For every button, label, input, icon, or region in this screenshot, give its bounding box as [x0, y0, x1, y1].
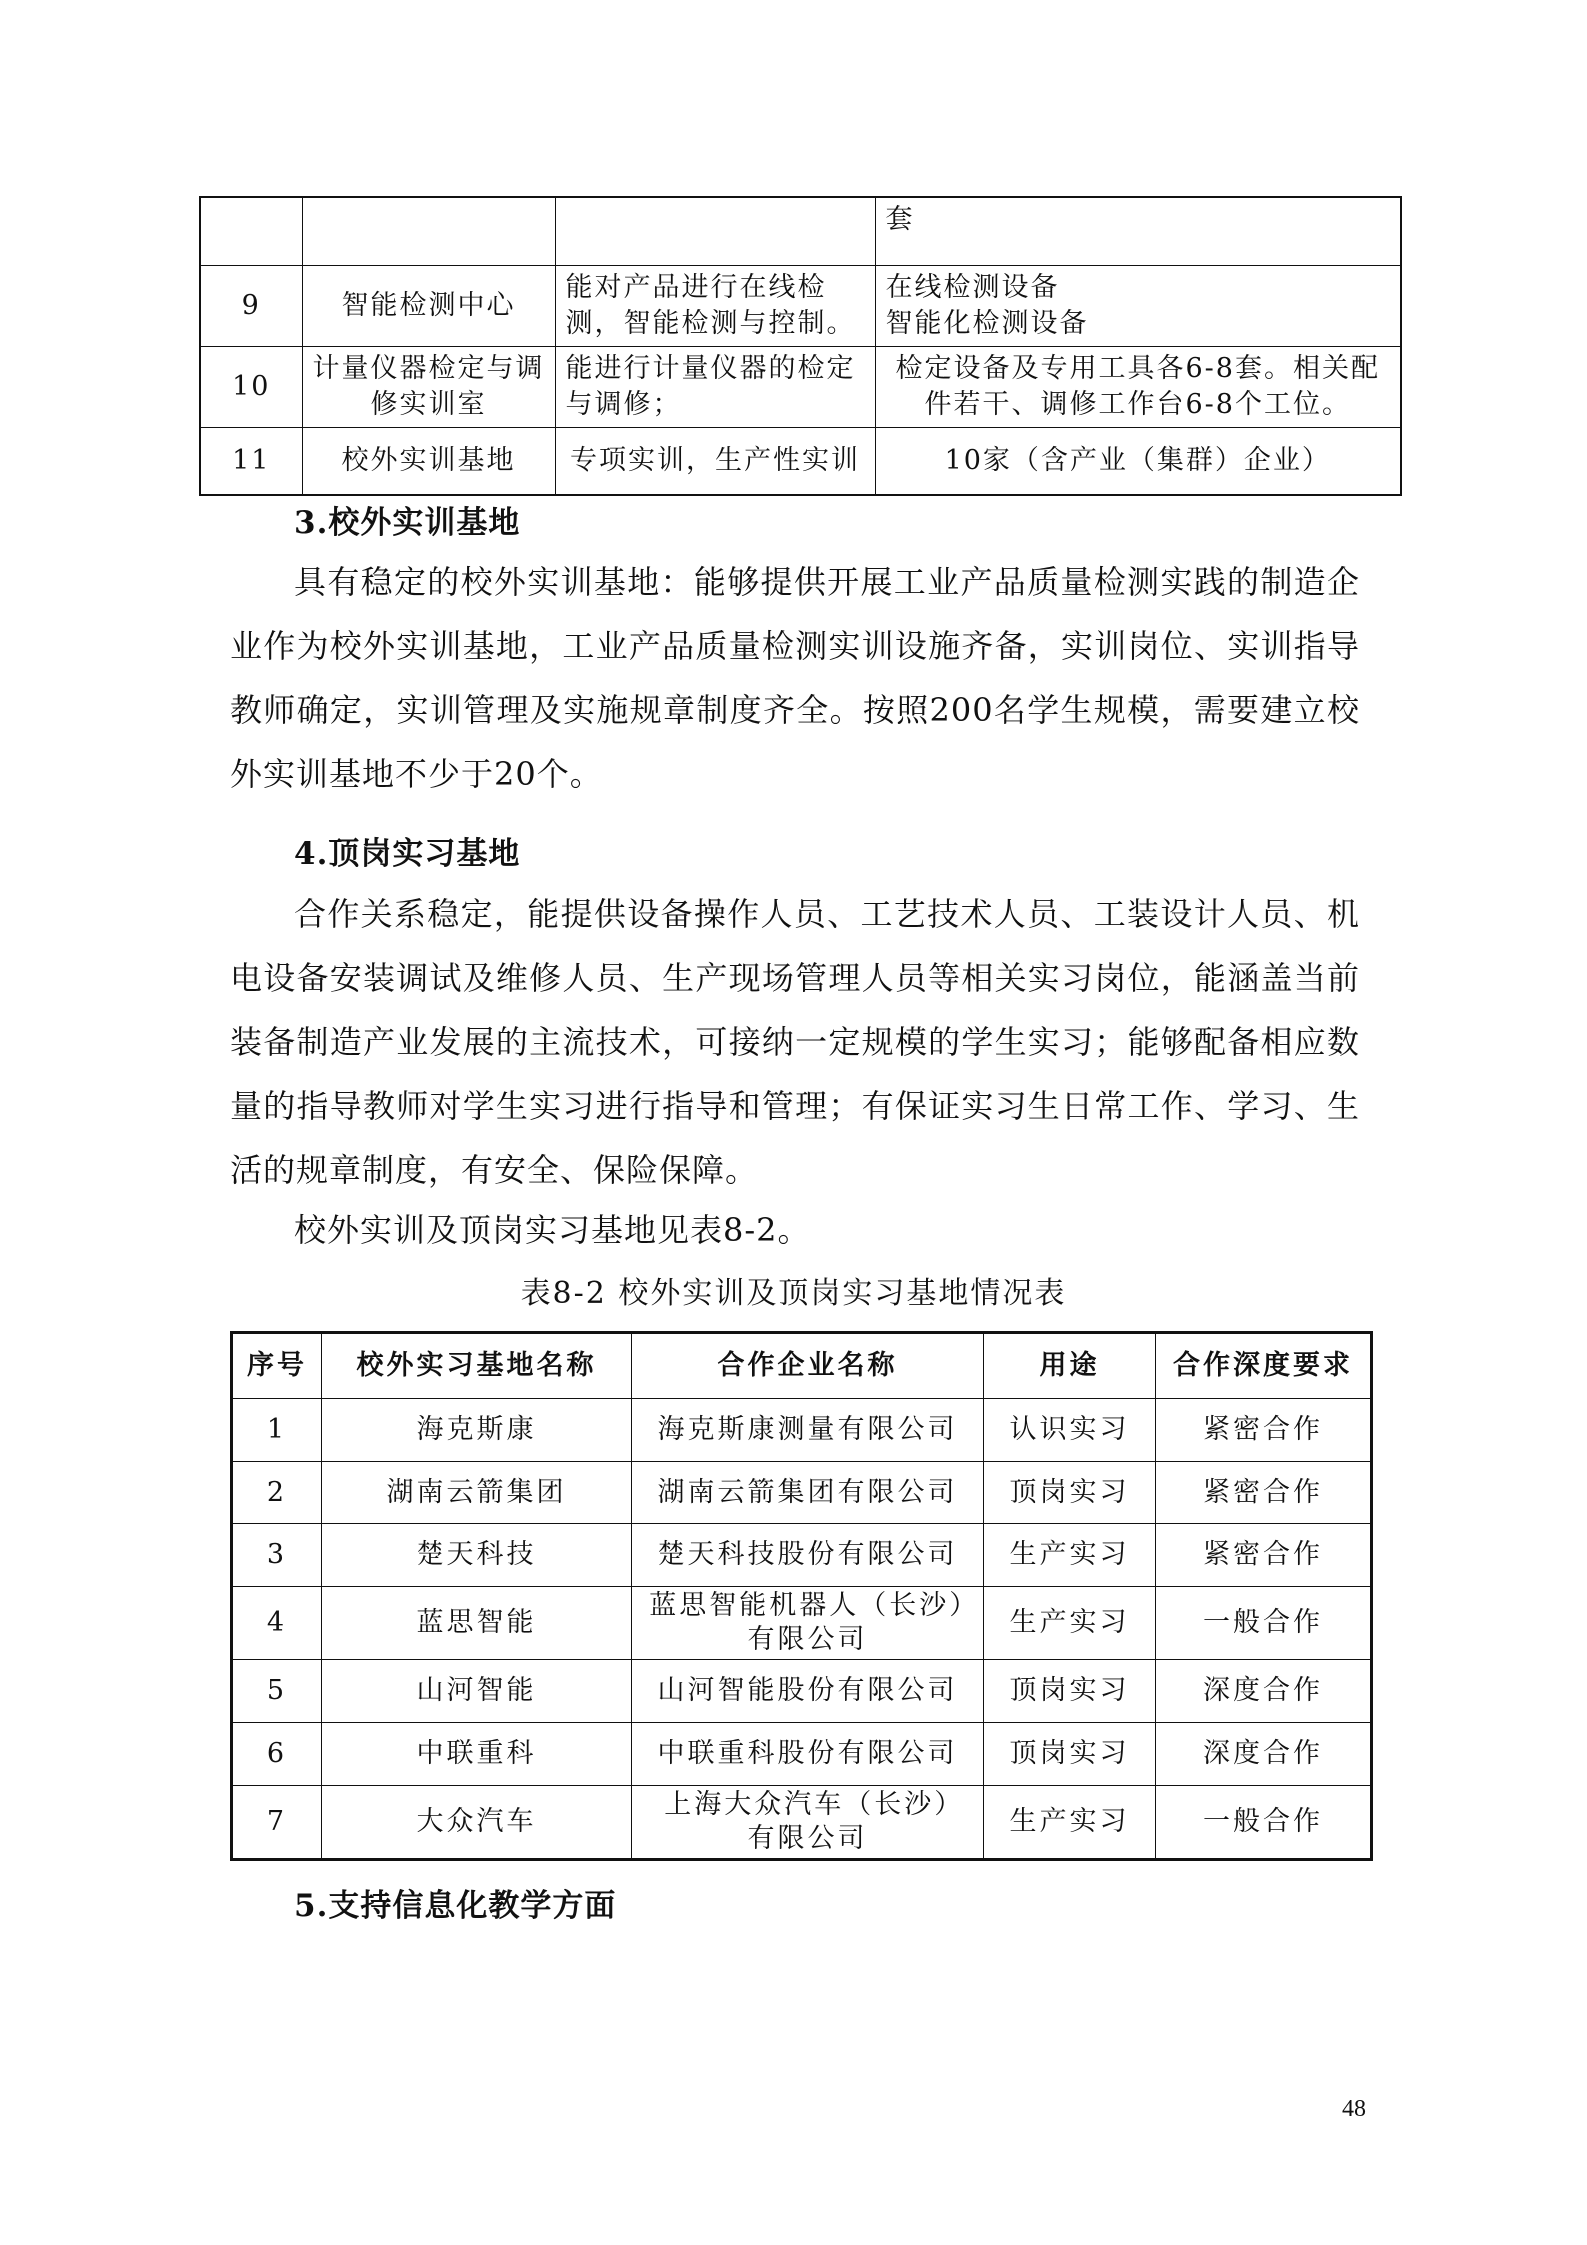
row-number: 10 — [200, 346, 302, 427]
cell-company: 海克斯康测量有限公司 — [632, 1399, 984, 1462]
section-heading: 5.支持信息化教学方面 — [294, 1888, 617, 1924]
table-row — [232, 1587, 1372, 1660]
room-name: 智能检测中心 — [302, 265, 555, 346]
cell-no: 3 — [232, 1524, 322, 1587]
paragraph — [230, 550, 1360, 806]
cell-base-name: 大众汽车 — [322, 1786, 632, 1860]
cell-company: 上海大众汽车（长沙）有限公司 — [632, 1786, 984, 1860]
paragraph-text: 合作关系稳定，能提供设备操作人员、工艺技术人员、工装设计人员、机电设备安装调试及维修人员、生产现场管理人员等相关实习岗位，能涵盖当前装备制造产业发展的主流技术，可接纳一定规模的学生实习；能够配备相应数量的指导教师对学生实习进行指导和管理；有保证实习生日常工作、学习、生活的规章制度，有安全、保险保障。 — [230, 895, 1360, 1189]
cell-no: 4 — [232, 1587, 322, 1660]
cell-base-name: 山河智能 — [322, 1660, 632, 1723]
room-name: 校外实训基地 — [302, 427, 555, 495]
room-function: 能对产品进行在线检测，智能检测与控制。 — [555, 265, 875, 346]
table-reference: 校外实训及顶岗实习基地见表8-2。 — [294, 1211, 811, 1249]
paragraph — [230, 882, 1360, 1202]
cell-usage: 顶岗实习 — [984, 1462, 1156, 1524]
cell-usage: 顶岗实习 — [984, 1723, 1156, 1786]
row-number: 9 — [200, 265, 302, 346]
cell-depth: 一般合作 — [1156, 1587, 1372, 1660]
cell-depth: 紧密合作 — [1156, 1524, 1372, 1587]
room-equipment: 套 — [875, 197, 1401, 265]
equipment-table — [199, 196, 1402, 496]
cell-company: 中联重科股份有限公司 — [632, 1723, 984, 1786]
cell-depth: 一般合作 — [1156, 1786, 1372, 1860]
section-heading: 3.校外实训基地 — [294, 505, 521, 541]
cell-company: 楚天科技股份有限公司 — [632, 1524, 984, 1587]
room-equipment — [875, 265, 1401, 346]
cell-no: 1 — [232, 1399, 322, 1462]
table-row — [232, 1660, 1372, 1723]
cell-base-name: 中联重科 — [322, 1723, 632, 1786]
room-name — [302, 197, 555, 265]
room-function — [555, 197, 875, 265]
table-caption: 表8-2 校外实训及顶岗实习基地情况表 — [520, 1276, 1067, 1311]
table-row — [232, 1462, 1372, 1524]
cell-company: 山河智能股份有限公司 — [632, 1660, 984, 1723]
cell-no: 6 — [232, 1723, 322, 1786]
paragraph-text: 具有稳定的校外实训基地：能够提供开展工业产品质量检测实践的制造企业作为校外实训基地，工业产品质量检测实训设施齐备，实训岗位、实训指导教师确定，实训管理及实施规章制度齐全。按照200名学生规模，需要建立校外实训基地不少于20个。 — [230, 563, 1360, 793]
cell-depth: 深度合作 — [1156, 1660, 1372, 1723]
cell-depth: 深度合作 — [1156, 1723, 1372, 1786]
table-row — [232, 1723, 1372, 1786]
cell-no: 7 — [232, 1786, 322, 1860]
cell-company: 湖南云箭集团有限公司 — [632, 1462, 984, 1524]
header-no: 序号 — [232, 1333, 322, 1399]
room-function: 能进行计量仪器的检定与调修； — [555, 346, 875, 427]
cell-base-name: 楚天科技 — [322, 1524, 632, 1587]
row-number — [200, 197, 302, 265]
table-row — [200, 197, 1401, 265]
section-heading: 4.顶岗实习基地 — [294, 836, 521, 872]
cell-no: 5 — [232, 1660, 322, 1723]
header-depth: 合作深度要求 — [1156, 1333, 1372, 1399]
table-row — [200, 427, 1401, 495]
room-equipment: 检定设备及专用工具各6-8套。相关配件若干、调修工作台6-8个工位。 — [875, 346, 1401, 427]
table-row — [200, 265, 1401, 346]
row-number: 11 — [200, 427, 302, 495]
page-number: 48 — [1342, 2096, 1366, 2122]
paragraph — [230, 1198, 1360, 1262]
table-row — [232, 1786, 1372, 1860]
table-row — [232, 1399, 1372, 1462]
practice-base-table — [230, 1331, 1373, 1861]
cell-usage: 生产实习 — [984, 1786, 1156, 1860]
header-base-name: 校外实习基地名称 — [322, 1333, 632, 1399]
header-usage: 用途 — [984, 1333, 1156, 1399]
cell-depth: 紧密合作 — [1156, 1462, 1372, 1524]
equipment-line: 在线检测设备 — [885, 271, 1060, 303]
cell-usage: 生产实习 — [984, 1587, 1156, 1660]
table-header-row — [232, 1333, 1372, 1399]
room-name: 计量仪器检定与调修实训室 — [302, 346, 555, 427]
cell-company: 蓝思智能机器人（长沙）有限公司 — [632, 1587, 984, 1660]
table-row — [200, 346, 1401, 427]
cell-usage: 生产实习 — [984, 1524, 1156, 1587]
cell-no: 2 — [232, 1462, 322, 1524]
cell-base-name: 湖南云箭集团 — [322, 1462, 632, 1524]
cell-depth: 紧密合作 — [1156, 1399, 1372, 1462]
cell-base-name: 蓝思智能 — [322, 1587, 632, 1660]
table-row — [232, 1524, 1372, 1587]
cell-usage: 认识实习 — [984, 1399, 1156, 1462]
room-function: 专项实训，生产性实训 — [555, 427, 875, 495]
cell-usage: 顶岗实习 — [984, 1660, 1156, 1723]
header-company: 合作企业名称 — [632, 1333, 984, 1399]
cell-base-name: 海克斯康 — [322, 1399, 632, 1462]
room-equipment: 10家（含产业（集群）企业） — [875, 427, 1401, 495]
equipment-line: 智能化检测设备 — [885, 307, 1089, 339]
